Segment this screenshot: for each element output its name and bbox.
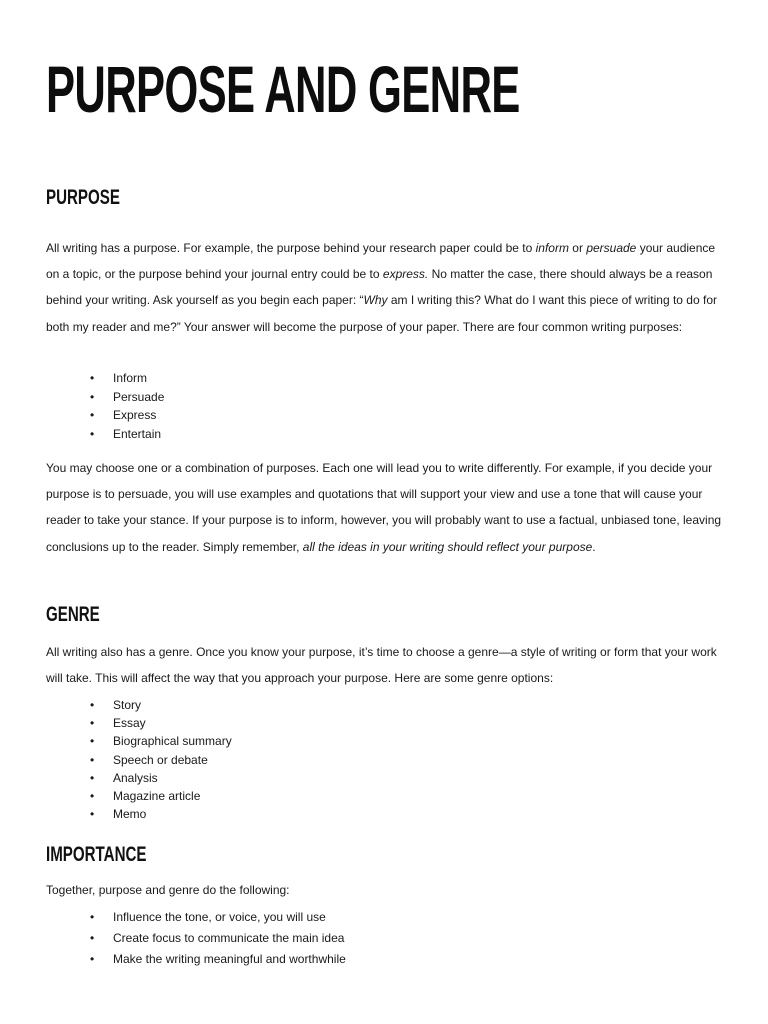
- list-item: • Analysis: [46, 769, 232, 787]
- list-item: • Entertain: [46, 425, 164, 444]
- text-run: or: [568, 241, 587, 255]
- text-run: You may choose one or a combination of purposes. Each one will lead you to write differently. For example, if you decide your purpose is to persuade, you will use examples and quotations that will support your view and use a tone that will cause your reader to take your stance. If your purpose is to inform, however, you will probably want to use a factual, unbiased tone, leaving conclusions up to the reader. Simply remember,: [46, 461, 722, 554]
- emphasis-express: express.: [382, 267, 429, 282]
- genre-list: [46, 696, 232, 823]
- list-item: • Speech or debate: [46, 751, 232, 769]
- list-item: • Persuade: [46, 388, 164, 407]
- section-heading-purpose: PURPOSE: [46, 186, 120, 209]
- text-run: your audience on a topic, or the purpose behind your journal entry could be to: [46, 241, 716, 282]
- list-item: • Express: [46, 406, 164, 425]
- list-item: • Biographical summary: [46, 732, 232, 750]
- list-item: • Magazine article: [46, 787, 232, 805]
- section-heading-importance: IMPORTANCE: [46, 843, 147, 866]
- purpose-list: [46, 369, 164, 443]
- emphasis-reflect-purpose: all the ideas in your writing should reflect your purpose: [302, 539, 593, 554]
- list-item: • Influence the tone, or voice, you will use: [46, 907, 346, 928]
- text-run: .: [592, 539, 596, 554]
- purpose-paragraph-2: [46, 455, 726, 560]
- text-run: am I writing this? What do I want this piece of writing to do for both my reader and me?” Your answer will become the purpose of your paper. There are four common writing purposes:: [46, 293, 717, 334]
- list-item: • Essay: [46, 714, 232, 732]
- purpose-paragraph-1: [46, 235, 726, 340]
- emphasis-inform: inform: [535, 241, 569, 255]
- text-run: No matter the case, there should always be a reason behind your writing. Ask yourself as you begin each paper: “: [46, 267, 713, 308]
- text-run: All writing has a purpose. For example, the purpose behind your research paper could be to: [46, 241, 536, 255]
- genre-paragraph: All writing also has a genre. Once you know your purpose, it’s time to choose a genre—a style of writing or form that your work will take. This will affect the way that you approach your purpose. Here are some genre options:: [46, 645, 717, 686]
- list-item: • Memo: [46, 805, 232, 823]
- importance-paragraph: Together, purpose and genre do the following:: [46, 883, 290, 897]
- importance-list: [46, 907, 346, 969]
- list-item: • Create focus to communicate the main idea: [46, 928, 346, 949]
- list-item: • Inform: [46, 369, 164, 388]
- emphasis-why: Why: [363, 293, 388, 308]
- page-title: PURPOSE AND GENRE: [46, 52, 520, 126]
- list-item: • Make the writing meaningful and worthwhile: [46, 949, 346, 970]
- list-item: • Story: [46, 696, 232, 714]
- emphasis-persuade: persuade: [586, 241, 637, 255]
- section-heading-genre: GENRE: [46, 603, 100, 626]
